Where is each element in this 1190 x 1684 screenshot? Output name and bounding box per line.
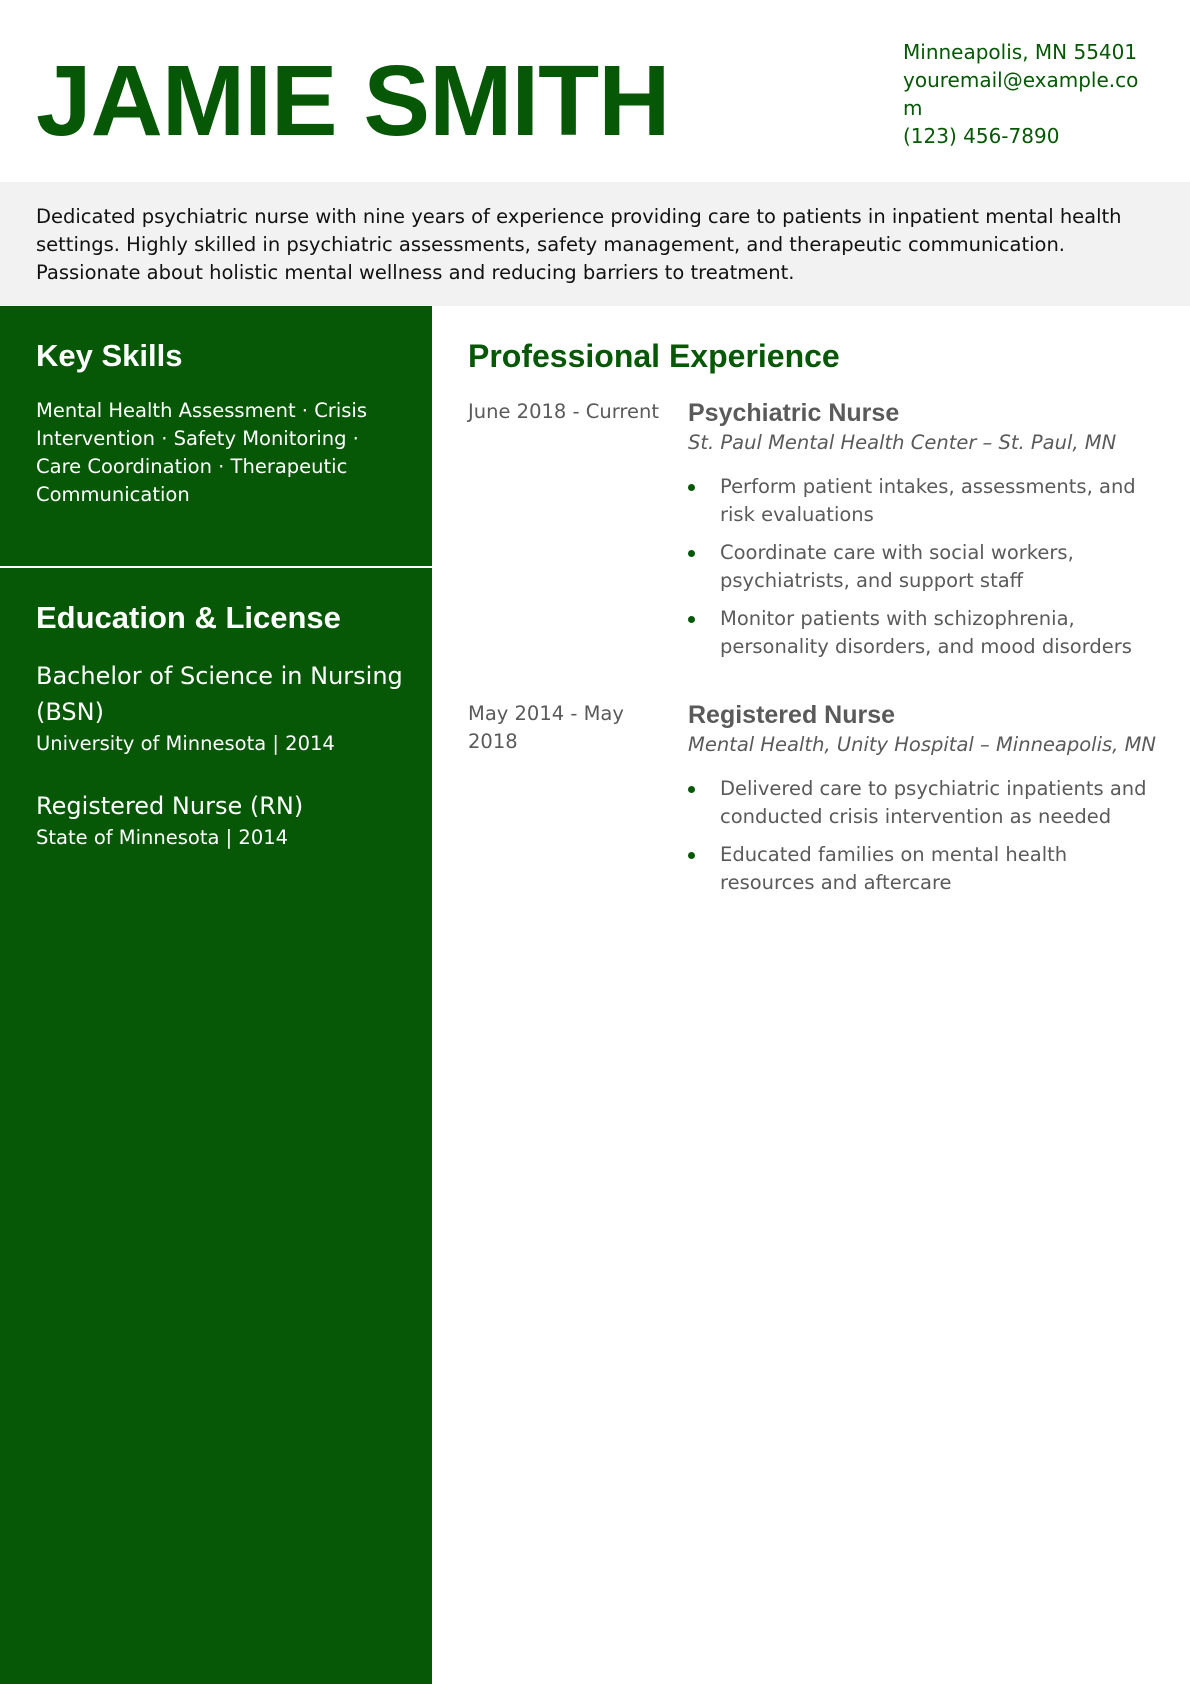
job-details [688,398,1158,671]
contact-block [903,38,1148,150]
list-item: Monitor patients with schizophrenia, personality disorders, and mood disorders [688,605,1158,661]
bullet-icon [688,786,695,793]
job-details [688,700,1158,907]
main-content [432,306,1190,1684]
job-company: Mental Health, Unity Hospital – Minneapolis, MN [688,733,1156,756]
license-name: Registered Nurse (RN) [36,792,304,820]
bullet-icon [688,852,695,859]
bullet-icon [688,616,695,623]
skills-heading: Key Skills [36,338,183,373]
job-duties [688,473,1158,661]
list-item: Coordinate care with social workers, psychiatrists, and support staff [688,539,1158,595]
list-item: Perform patient intakes, assessments, and risk evaluations [688,473,1158,529]
education-detail: University of Minnesota | 2014 [36,732,335,755]
summary-text: Dedicated psychiatric nurse with nine years of experience providing care to patients in inpatient mental health settings. Highly skilled in psychiatric assessments, safety management, and therapeutic communication. Passionate about holistic mental wellness and reducing barriers to treatment. [36,205,1122,284]
education-degree: Bachelor of Science in Nursing (BSN) [36,662,403,726]
experience-heading: Professional Experience [468,338,840,374]
resume-header [0,0,1190,182]
contact-phone[interactable]: (123) 456-7890 [903,124,1060,148]
education-heading: Education & License [36,600,341,635]
education-item [36,658,406,758]
job-title: Psychiatric Nurse [688,399,900,427]
license-detail: State of Minnesota | 2014 [36,826,289,849]
license-item [36,788,406,852]
contact-address: Minneapolis, MN 55401 [903,40,1138,64]
list-item: Educated families on mental health resources and aftercare [688,841,1158,897]
skills-list: Mental Health Assessment · Crisis Intervention · Safety Monitoring · Care Coordination · Therapeutic Communication [36,399,367,506]
job-date: June 2018 - Current [468,400,659,423]
candidate-name: JAMIE SMITH [36,45,670,157]
contact-email[interactable]: youremail@example.com [903,68,1139,120]
sidebar-divider [0,566,432,568]
bullet-icon [688,484,695,491]
summary-section [0,182,1190,306]
job-duties [688,775,1158,897]
bullet-icon [688,550,695,557]
sidebar [0,306,432,1684]
list-item: Delivered care to psychiatric inpatients and conducted crisis intervention as needed [688,775,1158,831]
job-company: St. Paul Mental Health Center – St. Paul, MN [688,431,1117,454]
job-date: May 2014 - May 2018 [468,702,624,753]
job-title: Registered Nurse [688,701,896,729]
